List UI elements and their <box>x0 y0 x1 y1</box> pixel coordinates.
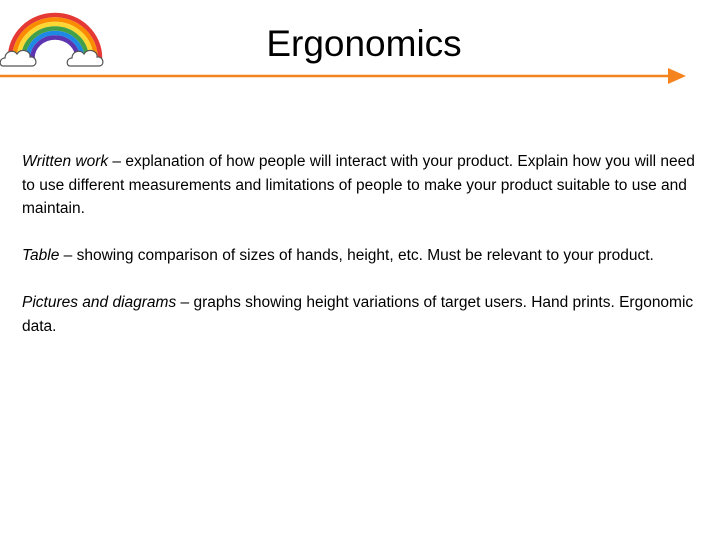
paragraph-table <box>22 244 712 268</box>
term-written-work: Written work <box>22 153 109 170</box>
description-table: – showing comparison of sizes of hands, height, etc. Must be relevant to your product. <box>59 247 654 264</box>
paragraph-pictures-and-diagrams <box>22 291 712 338</box>
rainbow-clouds-icon <box>0 6 110 70</box>
arrow-right-line-icon <box>0 64 690 88</box>
paragraph-written-work <box>22 150 712 221</box>
page-title: Ergonomics <box>266 23 462 64</box>
slide-body <box>22 150 712 362</box>
description-written-work: – explanation of how people will interact with your product. Explain how you will need to use different measurements and limitations of people to make your product suitable to use and maintain. <box>22 153 695 217</box>
description-pictures-and-diagrams: – graphs showing height variations of target users. Hand prints. Ergonomic data. <box>22 294 694 335</box>
term-table: Table <box>22 247 60 264</box>
term-pictures-and-diagrams: Pictures and diagrams <box>22 294 177 311</box>
